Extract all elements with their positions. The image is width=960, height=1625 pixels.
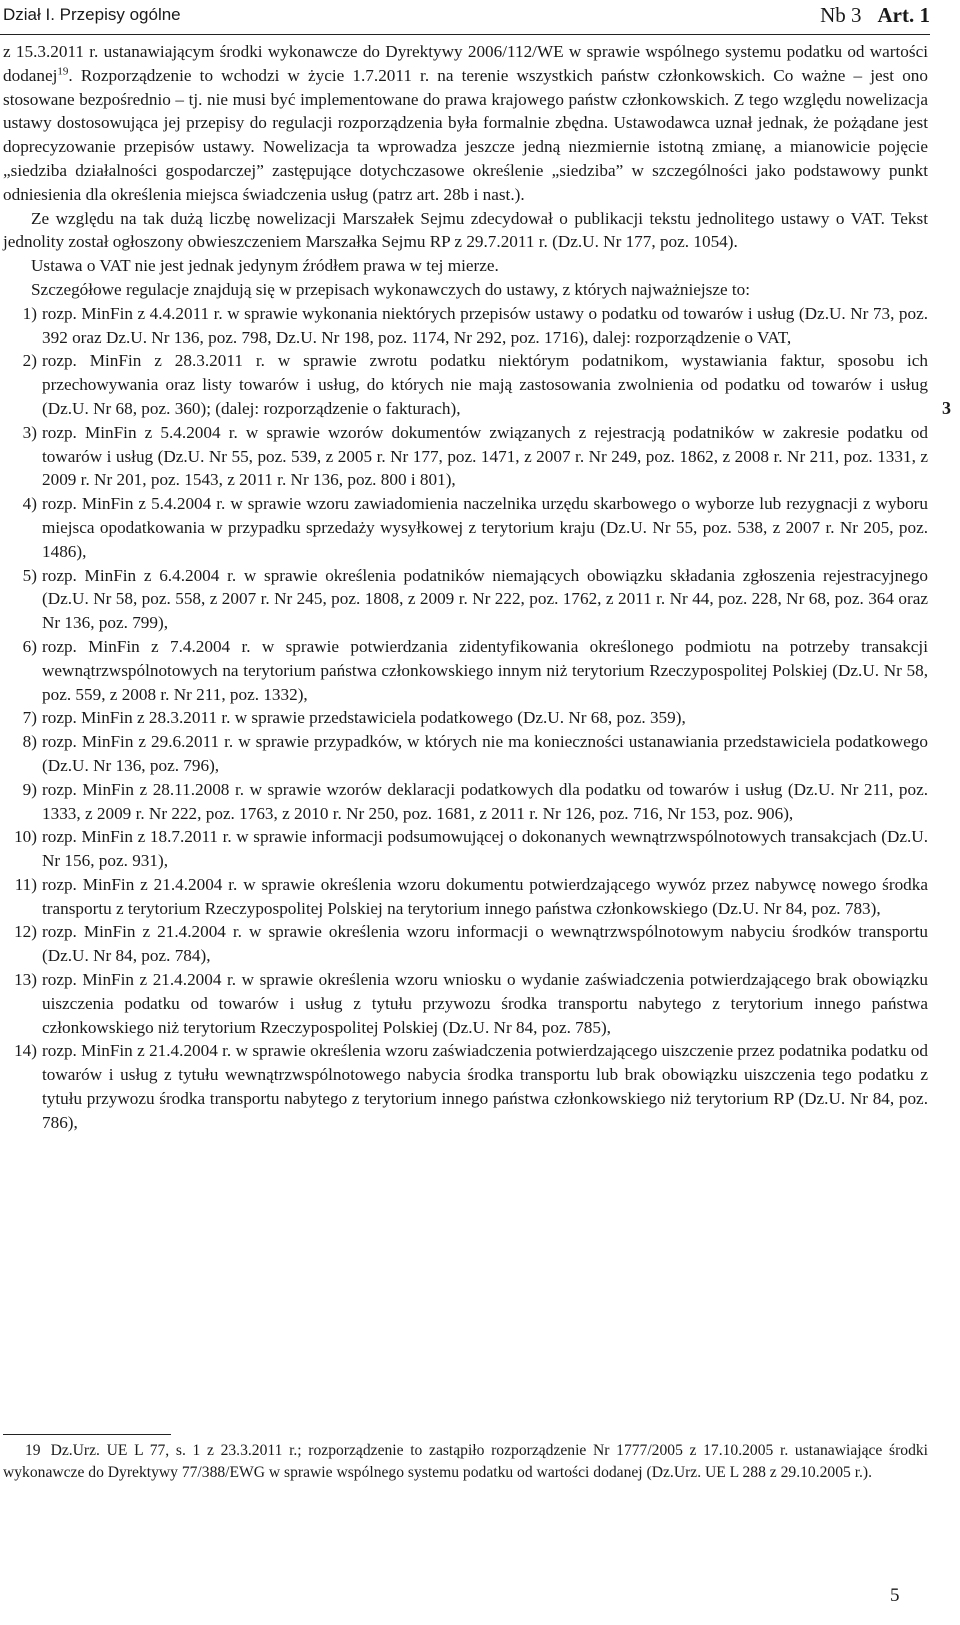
list-item-number: 5)	[22, 565, 37, 585]
list-item	[3, 302, 928, 350]
list-item-number: 14)	[14, 1041, 37, 1061]
list-item	[3, 564, 928, 635]
list-item	[3, 968, 928, 1039]
list-item	[3, 920, 928, 968]
list-item	[3, 1039, 928, 1134]
list-item	[3, 492, 928, 563]
list-item-text: rozp. MinFin z 29.6.2011 r. w sprawie przypadków, w których nie ma konieczności ustanawiania przedstawiciela podatkowego (Dz.U. Nr 136, poz. 796),	[42, 732, 928, 775]
list-item-text: rozp. MinFin z 18.7.2011 r. w sprawie informacji podsumowującej o dokonanych wewnątrzwspólnotowych transakcjach (Dz.U. Nr 156, poz. 931),	[42, 827, 928, 871]
section-title: Dział I. Przepisy ogólne	[3, 5, 181, 24]
list-item	[3, 778, 928, 826]
list-item-text: rozp. MinFin z 4.4.2011 r. w sprawie wykonania niektórych przepisów ustawy o podatku od towarów i usług (Dz.U. Nr 73, poz. 392 oraz Dz.U. Nr 136, poz. 798, Dz.U. Nr 198, poz. 1174, Nr 292, poz. 1716), dalej: rozporządzenie o VAT,	[42, 303, 928, 347]
list-item-text: rozp. MinFin z 28.3.2011 r. w sprawie zwrotu podatku niektórym podatnikom, wystawiania faktur, sposobu ich przechowywania oraz listy towarów i usług, do których nie mają zastosowania zwolnienia od podatku od towarów i usług (Dz.U. Nr 68, poz. 360); (dalej: rozporządzenie o fakturach),	[42, 351, 928, 418]
list-item-number: 9)	[22, 779, 37, 799]
footnote	[3, 1440, 928, 1484]
regulations-list	[3, 302, 928, 1135]
list-item-number: 11)	[14, 874, 37, 894]
list-item	[3, 825, 928, 873]
list-item	[3, 421, 928, 492]
page-number: 5	[890, 1585, 900, 1606]
list-item-text: rozp. MinFin z 7.4.2004 r. w sprawie potwierdzania zidentyfikowania określonego podmiotu na potrzeby transakcji wewnątrzwspólnotowych na terytorium państwa członkowskiego innym niż terytorium Rzeczypospolitej Polskiej (Dz.U. Nr 58, poz. 559, z 2008 r. Nr 211, poz. 1332),	[42, 636, 928, 704]
list-item-number: 4)	[22, 494, 37, 514]
list-item-number: 3)	[22, 422, 37, 442]
list-item-text: rozp. MinFin z 6.4.2004 r. w sprawie określenia podatników niemających obowiązku składania zgłoszenia rejestracyjnego (Dz.U. Nr 58, poz. 558, z 2007 r. Nr 245, poz. 1808, z 2009 r. Nr 222, poz. 1762, z 2011 r. Nr 44, poz. 228, Nr 68, poz. 364 oraz Nr 136, poz. 799),	[42, 565, 928, 633]
list-item	[3, 730, 928, 778]
margin-number: 3	[942, 398, 951, 418]
list-item-number: 6)	[22, 636, 37, 656]
list-item	[3, 706, 928, 730]
footnote-divider	[3, 1434, 171, 1435]
main-text	[3, 40, 928, 1135]
list-item-text: rozp. MinFin z 28.3.2011 r. w sprawie przedstawiciela podatkowego (Dz.U. Nr 68, poz. 359),	[42, 708, 686, 728]
list-item	[3, 635, 928, 706]
paragraph-consolidated-text: Ze względu na tak dużą liczbę nowelizacji Marszałek Sejmu zdecydował o publikacji tekstu jednolitego ustawy o VAT. Tekst jednolity został ogłoszony obwieszczeniem Marszałka Sejmu RP z 29.7.2011 r. (Dz.U. Nr 177, poz. 1054).	[3, 208, 928, 252]
list-item-number: 10)	[14, 827, 37, 847]
list-item-number: 12)	[14, 922, 37, 942]
list-item-number: 8)	[22, 732, 37, 752]
list-item	[3, 349, 928, 420]
list-item	[3, 873, 928, 921]
header-reference	[820, 0, 930, 30]
list-item-text: rozp. MinFin z 5.4.2004 r. w sprawie wzorów dokumentów związanych z rejestracją podatników w zakresie podatku od towarów i usług (Dz.U. Nr 55, poz. 539, z 2005 r. Nr 177, poz. 1471, z 2007 r. Nr 249, poz. 1862, z 2008 r. Nr 211, poz. 1331, z 2009 r. Nr 201, poz. 1543, z 2011 r. Nr 136, poz. 800 i 801),	[42, 422, 928, 490]
margin-number-ref: Nb 3	[820, 3, 862, 27]
footnote-text: Dz.Urz. UE L 77, s. 1 z 23.3.2011 r.; rozporządzenie to zastąpiło rozporządzenie Nr 1777/2005 z 17.10.2005 r. ustanawiające środki wykonawcze do Dyrektywy 77/388/EWG w sprawie wspólnego systemu podatku od wartości dodanej (Dz.Urz. UE L 288 z 29.10.2005 r.).	[3, 1442, 928, 1481]
list-item-text: rozp. MinFin z 28.11.2008 r. w sprawie wzorów deklaracji podatkowych dla podatku od towarów i usług (Dz.U. Nr 211, poz. 1333, z 2009 r. Nr 222, poz. 1763, z 2010 r. Nr 250, poz. 1681, z 2011 r. Nr 126, poz. 716, Nr 153, poz. 906),	[42, 779, 928, 823]
paragraph-sources: Ustawa o VAT nie jest jednak jedynym źródłem prawa w tej mierze.	[31, 256, 499, 276]
paragraph-regulations-intro: Szczegółowe regulacje znajdują się w przepisach wykonawczych do ustawy, z których najważniejsze to:	[31, 279, 751, 299]
article-ref: Art. 1	[877, 3, 930, 27]
paragraph-intro	[3, 40, 928, 207]
running-header	[0, 0, 930, 35]
paragraph-text: z 15.3.2011 r. ustanawiającym środki wykonawcze do Dyrektywy 2006/112/WE w sprawie wspólnego systemu podatku od wartości dodanej	[3, 42, 928, 85]
list-item-text: rozp. MinFin z 21.4.2004 r. w sprawie określenia wzoru wniosku o wydanie zaświadczenia potwierdzającego brak obowiązku uiszczenia podatku od towarów i usług z tytułu przywozu środka transportu nabytego z terytorium innego państwa członkowskiego niż terytorium Rzeczypospolitej Polskiej (Dz.U. Nr 84, poz. 785),	[42, 970, 928, 1037]
list-item-number: 7)	[22, 708, 37, 728]
list-item-number: 2)	[22, 351, 37, 371]
footnote-mark: 19	[25, 1442, 41, 1459]
list-item-text: rozp. MinFin z 5.4.2004 r. w sprawie wzoru zawiadomienia naczelnika urzędu skarbowego o wyborze lub rezygnacji z wyboru miejsca opodatkowania w przypadku sprzedaży wysyłkowej z terytorium kraju (Dz.U. Nr 55, poz. 538, z 2007 r. Nr 205, poz. 1486),	[42, 494, 928, 561]
list-item-number: 13)	[14, 970, 37, 990]
list-item-text: rozp. MinFin z 21.4.2004 r. w sprawie określenia wzoru zaświadczenia potwierdzającego uiszczenie przez podatnika podatku od towarów i usług z tytułu wewnątrzwspólnotowego nabycia środka transportu lub brak obowiązku uiszczenia tego podatku z tytułu przywozu środka transportu nabytego z terytorium innego państwa członkowskiego niż terytorium RP (Dz.U. Nr 84, poz. 786),	[42, 1041, 928, 1132]
list-item-number: 1)	[22, 303, 37, 323]
list-item-text: rozp. MinFin z 21.4.2004 r. w sprawie określenia wzoru dokumentu potwierdzającego wywóz przez nabywcę nowego środka transportu z terytorium Rzeczypospolitej Polskiej na terytorium innego państwa członkowskiego (Dz.U. Nr 84, poz. 783),	[42, 874, 928, 918]
list-item-text: rozp. MinFin z 21.4.2004 r. w sprawie określenia wzoru informacji o wewnątrzwspólnotowym nabyciu środków transportu (Dz.U. Nr 84, poz. 784),	[42, 922, 928, 966]
paragraph-text: . Rozporządzenie to wchodzi w życie 1.7.2011 r. na terenie wszystkich państw członkowskich. Co ważne – jest ono stosowane bezpośrednio – tj. nie musi być implementowane do prawa krajowego państw członkowskich. Z tego względu nowelizacja ustawy dostosowująca jej przepisy do regulacji rozporządzenia była formalnie zbędna. Ustawodawca uznał jednak, że pożądane jest doprecyzowanie przepisów ustawy. Nowelizacja ta wprowadza jeszcze jedną niezmiernie istotną zmianę, a mianowicie pojęcie „siedziba działalności gospodarczej” zastępujące dotychczasowe określenie „siedziba” w szczególności jako podstawowy punkt odniesienia dla określenia miejsca świadczenia usług (patrz art. 28b i nast.).	[3, 65, 928, 204]
footnote-reference[interactable]: 19	[57, 65, 69, 78]
